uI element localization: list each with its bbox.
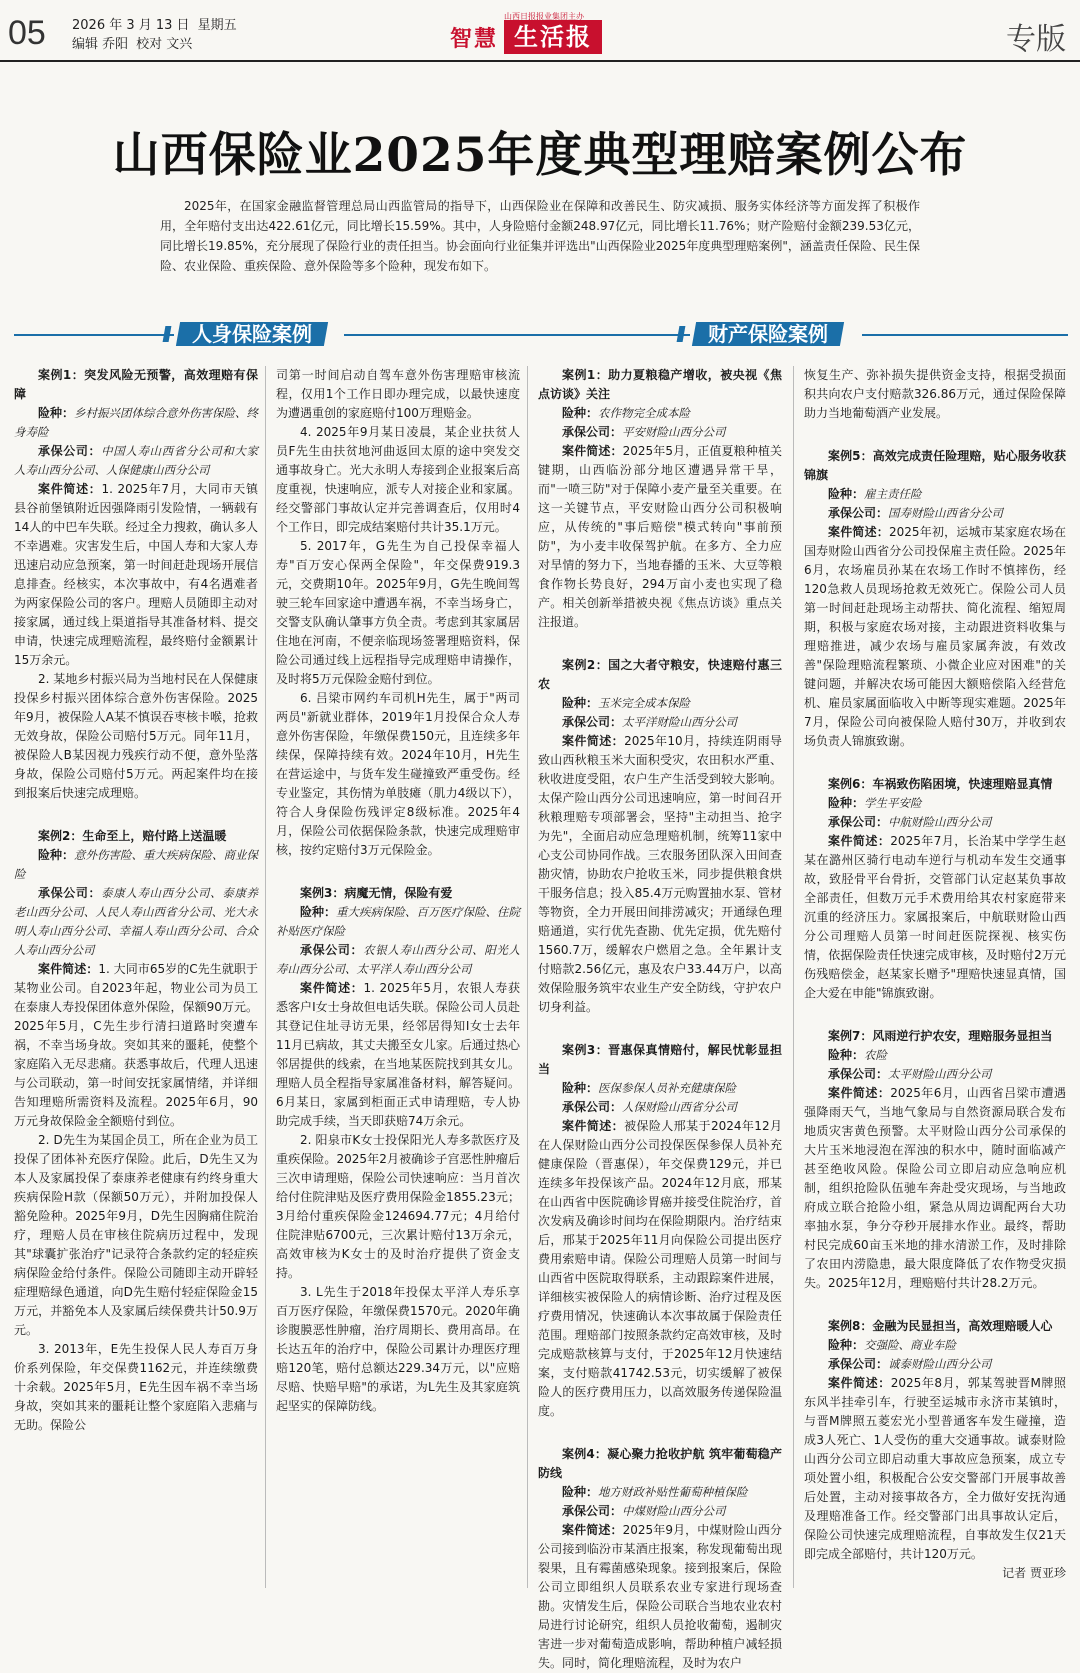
case-field	[804, 1355, 1066, 1374]
field-value: 2025年9月，中煤财险山西分公司接到临汾市某酒庄报案，称发现葡萄出现裂果，且有霉菌感染现象。接到报案后，保险公司立即组织人员联系农业专家进行现场查勘。灾情发生后，保险公司联合当地农业农村局进行讨论研究，组织人员抢收葡萄，遏制灾害进一步对葡萄造成影响，帮助种植户减轻损失。同时，简化理赔流程，及时为农户	[538, 1523, 782, 1670]
field-value: 国寿财险山西省分公司	[888, 506, 1004, 520]
field-value: 乡村振兴团体综合意外伤害保险、终身寿险	[14, 406, 259, 439]
case-summary	[804, 523, 1066, 751]
field-value: 2025年5月，正值夏粮种植关键期，山西临汾部分地区遭遇异常干旱，而"一喷三防"对于保障小麦产量至关重要。在这一关键节点，平安财险山西分公司积极响应，从传统的"事后赔偿"模式转向"事前预防"，为小麦丰收保驾护航。在多方、全力应对旱情的努力下，当地春播的玉米、大豆等粮食作物长势良好，294万亩小麦也实现了稳产。相关创新举措被央视《焦点访谈》重点关注报道。	[538, 444, 782, 629]
page-header	[0, 0, 1080, 62]
logo-name: 生活报	[504, 20, 602, 54]
section-header-life	[14, 322, 524, 346]
section-title: 人身保险案例	[176, 322, 328, 346]
case-field	[804, 504, 1066, 523]
field-label: 案件简述：	[300, 981, 364, 995]
issue-weekday: 星期五	[197, 18, 237, 33]
field-label: 险种：	[38, 848, 75, 862]
body-paragraph: 3. 2013年，E先生投保人民人寿百万身价系列保险，年交保费1162元，并连续缴费十余载。2025年5月，E先生因车祸不幸当场身故，突如其来的噩耗让整个家庭陷入悲痛与无助。保险公	[14, 1342, 258, 1432]
case-title: 案例2：生命至上，赔付路上送温暖	[38, 829, 227, 843]
case-field	[538, 404, 782, 423]
case-field	[538, 1098, 782, 1117]
case-field	[538, 1502, 782, 1521]
case-summary	[804, 1374, 1066, 1564]
paragraph-gap	[538, 1421, 782, 1435]
section-header-property	[518, 322, 1068, 346]
case-field	[538, 713, 782, 732]
section-rule	[862, 334, 1068, 336]
field-value: 2025年初，运城市某家庭农场在国寿财险山西省分公司投保雇主责任险。2025年6月，农场雇员孙某在农场工作时不慎摔伤，经120急救人员现场抢救无效死亡。保险公司人员第一时间赶赴现场主动帮扶、简化流程、缩短周期，积极与家庭农场对接，主动跟进资料收集与理赔推进，减少农场与雇员家属奔波，有效改善"保险理赔流程繁琐、小微企业应对困难"的关键问题，并解决农场可能因大额赔偿陷入经营危机、雇员家属面临收入中断等现实难题。2025年7月，保险公司向被保险人赔付30万，并收到农场负责人锦旗致谢。	[804, 525, 1066, 748]
field-value: 玉米完全成本保险	[598, 696, 691, 710]
body-paragraph: 6. 吕梁市网约车司机H先生，属于"两司两员"新就业群体，2019年1月投保合众人寿意外伤害保险，年缴保费150元，且连续多年续保，保障持续有效。2024年10月，H先生在营运途中，与货车发生碰撞致严重受伤。经专业鉴定，其伤情为单肢瘫（肌力4级以下），符合人身保险伤残评定8级标准。2025年4月，保险公司依据保险条款，快速完成理赔审核，按约定赔付3万元保险金。	[276, 691, 520, 857]
case-summary	[538, 442, 782, 632]
case-field	[804, 813, 1066, 832]
article-column-3	[538, 366, 782, 1670]
case-field	[538, 423, 782, 442]
body-paragraph: 恢复生产、弥补损失提供资金支持，根据受损面积共向农户支付赔款326.86万元，通过保险保障助力当地葡萄酒产业发展。	[804, 368, 1066, 420]
column-divider	[265, 366, 266, 1588]
field-label: 险种：	[562, 696, 599, 710]
article-column-2	[276, 366, 520, 1588]
field-label: 险种：	[562, 1485, 599, 1499]
case-summary	[276, 979, 520, 1131]
field-value: 意外伤害险、重大疾病保险、商业保险	[14, 848, 259, 881]
case-field	[538, 1079, 782, 1098]
field-label: 承保公司：	[562, 1100, 623, 1114]
article-column-4	[804, 366, 1066, 1588]
case-title: 案例6：车祸致伤陷困境，快速理赔显真情	[828, 777, 1053, 791]
case-field	[14, 442, 258, 480]
body-paragraph: 4. 2025年9月某日凌晨，某企业扶贫人员F先生由扶贫地河曲返回太原的途中突发交通事故身亡。光大永明人寿接到企业报案后高度重视，快速响应，派专人对接企业和家属。经交警部门事故认定并完善调查后，仅用时4个工作日，即完成结案赔付共计35.1万元。	[276, 425, 520, 534]
paragraph-gap	[14, 803, 258, 817]
case-field	[538, 1483, 782, 1502]
paragraph-gap	[804, 1293, 1066, 1307]
field-label: 案件简述：	[562, 1523, 623, 1537]
section-rule	[344, 334, 524, 336]
case-summary	[14, 480, 258, 670]
case-title: 案例1：助力夏粮稳产增收，被央视《焦点访谈》关注	[538, 368, 782, 401]
field-value: 1. 2025年7月，大同市天镇县谷前堡镇附近因强降雨引发险情，一辆载有14人的中巴车失联。经过全力搜救，确认多人不幸遇难。灾害发生后，中国人寿和大家人寿迅速启动应急预案，第一时间赶赴现场开展信息排查。经核实，本次事故中，有4名遇难者为两家保险公司的客户。理赔人员随即主动对接家属，通过线上渠道指导其准备材料、提交申请，快速完成理赔流程，最终赔付金额累计15万余元。	[14, 482, 258, 667]
case-field	[804, 794, 1066, 813]
section-title: 财产保险案例	[692, 322, 844, 346]
field-label: 承保公司：	[828, 1067, 889, 1081]
field-value: 雇主责任险	[864, 487, 922, 501]
issue-date: 2026 年 3 月 13 日	[72, 18, 190, 33]
field-label: 险种：	[828, 487, 865, 501]
case-title: 案例3：病魔无情，保险有爱	[300, 886, 453, 900]
page-number: 05	[8, 14, 46, 52]
paragraph-gap	[538, 632, 782, 646]
intro-paragraph: 2025年，在国家金融监督管理总局山西监管局的指导下，山西保险业在保障和改善民生、防灾减损、服务实体经济等方面发挥了积极作用，全年赔付支出达422.61亿元，同比增长15.59%。其中，人身险赔付金额248.97亿元，同比增长11.76%；财产险赔付金额239.53亿元，同比增长19.85%，充分展现了保险行业的责任担当。协会面向行业征集并评选出"山西保险业2025年度典型理赔案例"，涵盖责任保险、民生保险、农业保险、重疾保险、意外保险等多个险种，现发布如下。	[160, 199, 920, 273]
field-value: 1. 2025年5月，农银人寿获悉客户I女士身故但电话失联。保险公司人员赴其登记住址寻访无果，经邻居得知I女士去年11月已病故，其丈夫搬至女儿家。后通过热心邻居提供的线索，在当地某医院找到其女儿。理赔人员全程指导家属准备材料，解答疑问。6月某日，家属到柜面正式申请理赔，专人协助完成手续，当天即获赔74万余元。	[276, 981, 520, 1128]
field-value: 地方财政补贴性葡萄种植保险	[598, 1485, 748, 1499]
field-value: 学生平安险	[864, 796, 922, 810]
issue-meta	[72, 16, 237, 54]
field-label: 险种：	[562, 1081, 599, 1095]
case-summary	[804, 832, 1066, 1003]
field-label: 险种：	[828, 1048, 865, 1062]
newspaper-logo	[450, 12, 602, 54]
case-field	[804, 1336, 1066, 1355]
paragraph-gap	[804, 423, 1066, 437]
field-value: 重大疾病保险、百万医疗保险、住院补贴医疗保险	[276, 905, 521, 938]
field-value: 2025年8月，郭某驾驶晋M牌照东风半挂牵引车，行驶至运城市永济市某镇时，与晋M牌照五菱宏光小型普通客车发生碰撞，造成3人死亡、1人受伤的重大交通事故。诚泰财险山西分公司立即启动重大事故应急预案，成立专项处置小组，积极配合公安交警部门开展事故善后处置，主动对接事故各方，全力做好安抚沟通及理赔准备工作。经交警部门出具事故认定后，保险公司快速完成理赔流程，自事故发生仅21天即完成全部赔付，共计120万元。	[804, 1376, 1066, 1561]
body-paragraph: 司第一时间启动自驾车意外伤害理赔审核流程，仅用1个工作日即办理完成，以最快速度为遭遇重创的家庭赔付100万理赔金。	[276, 368, 520, 420]
body-paragraph: 2. 某地乡村振兴局为当地村民在人保健康投保乡村振兴团体综合意外伤害保险。2025年9月，被保险人A某不慎误吞枣核卡喉，抢救无效身故，保险公司赔付5万元。同年11月，被保险人B某因视力残疾行动不便，意外坠落身故，保险公司赔付5万元。两起案件均在接到报案后快速完成理赔。	[14, 672, 258, 800]
field-value: 中航财险山西分公司	[888, 815, 992, 829]
field-label: 承保公司：	[562, 425, 623, 439]
main-headline: 山西保险业2025年度典型理赔案例公布	[112, 128, 968, 183]
case-title: 案例3：晋惠保真情赔付，解民忧彰显担当	[538, 1043, 782, 1076]
field-label: 案件简述：	[38, 482, 102, 496]
case-field	[14, 884, 258, 960]
body-paragraph: 3. L先生于2018年投保太平洋人寿乐享百万医疗保险，年缴保费1570元。2020年确诊腹膜恶性肿瘤，治疗周期长、费用高昂。在长达五年的治疗中，保险公司累计办理医疗理赔120笔，赔付总额达229.34万元，以"应赔尽赔、快赔早赔"的承诺，为L先生及其家庭筑起坚实的保障防线。	[276, 1285, 520, 1413]
case-title: 案例7：风雨逆行护农安，理赔服务显担当	[828, 1029, 1053, 1043]
byline: 记者 贾亚珍	[1002, 1566, 1066, 1580]
case-summary	[538, 1521, 782, 1673]
case-field	[538, 694, 782, 713]
body-paragraph: 2. D先生为某国企员工，所在企业为员工投保了团体补充医疗保险。此后，D先生又为本人及家属投保了泰康养老健康有约终身重大疾病保险H款（保额50万元），并附加投保人豁免险种。2025年9月，D先生因胸痛住院治疗，理赔人员在审核住院病历过程中，发现其"球囊扩张治疗"记录符合条款约定的轻症疾病保险金给付条件。保险公司随即主动开辟轻症理赔绿色通道，向D先生赔付轻症保险金15万元，并豁免本人及家属后续保费共计50.9万元。	[14, 1133, 258, 1337]
field-value: 2025年10月，持续连阴雨导致山西秋粮玉米大面积受灾，农田积水严重、秋收进度受阻，农户生产生活受到较大影响。太保产险山西分公司迅速响应，第一时间召开秋粮理赔专项部署会，坚持"主动担当、抢字为先"，全面启动应急理赔机制，统筹11家中心支公司协同作战。三农服务团队深入田间查勘灾情，协助农户抢收玉米，同步提供粮食烘干服务信息；投入85.4万元购置抽水泵、管材等物资，全力开展田间排涝减灾；开通绿色理赔通道，实行优先查勘、优先定损，优先赔付1560.7万，缓解农户燃眉之急。全年累计支付赔款2.56亿元，惠及农户33.44万户，以高效保险服务筑牢农业生产安全防线，守护农户切身利益。	[538, 734, 782, 1014]
field-value: 交强险、商业车险	[864, 1338, 957, 1352]
case-title: 案例2：国之大者守粮安，快速赔付惠三农	[538, 658, 782, 691]
field-label: 案件简述：	[562, 1119, 625, 1133]
field-value: 太平洋财险山西分公司	[622, 715, 738, 729]
field-value: 被保险人邢某于2024年12月在人保财险山西分公司投保医保参保人员补充健康保险（晋惠保），年交保费129元，并已连续多年投保该产品。2024年12月底，邢某在山西省中医院确诊胃癌并接受住院治疗，首次发病及确诊时间均在保险期限内。治疗结束后，邢某于2025年11月向保险公司提出医疗费用索赔申请。保险公司理赔人员第一时间与山西省中医院取得联系，主动跟踪案件进展，详细核实被保险人的病情诊断、治疗过程及医疗费用情况，快速确认本次事故属于保险责任范围。理赔部门按照条款约定高效审核，及时完成赔款核算与支付，于2025年12月快速结案，支付赔款41742.53元，切实缓解了被保险人的医疗费用压力，以高效服务传递保险温度。	[538, 1119, 782, 1418]
field-label: 险种：	[828, 1338, 865, 1352]
field-value: 太平财险山西分公司	[888, 1067, 992, 1081]
field-value: 2025年7月，长治某中学学生赵某在潞州区骑行电动车逆行与机动车发生交通事故，致胫骨平台骨折，交管部门认定赵某负事故全部责任，但数万元手术费用给其农村家庭带来沉重的经济压力。家属报案后，中航联财险山西分公司理赔人员第一时间赶医院探视、核实伤情，依据保险责任快速完成审核，及时赔付2万元伤残赔偿金，赵某家长赠予"理赔快速显真情，国企大爱在申能"锦旗致谢。	[804, 834, 1066, 1000]
field-label: 承保公司：	[38, 886, 102, 900]
edition-label: 专版	[1006, 22, 1066, 57]
field-value: 中国人寿山西省分公司和大家人寿山西分公司、人保健康山西分公司	[14, 444, 258, 477]
field-label: 险种：	[828, 796, 865, 810]
logo-tagline: 山西日报报业集团主办	[504, 12, 584, 21]
field-value: 泰康人寿山西分公司、泰康养老山西分公司、人民人寿山西省分公司、光大永明人寿山西分公司、幸福人寿山西分公司、合众人寿山西分公司	[14, 886, 258, 957]
field-label: 案件简述：	[38, 962, 99, 976]
field-label: 承保公司：	[38, 444, 102, 458]
paragraph-gap	[538, 1017, 782, 1031]
field-label: 案件简述：	[828, 834, 891, 848]
field-value: 农险	[864, 1048, 888, 1062]
field-label: 承保公司：	[828, 815, 889, 829]
field-value: 人保财险山西省分公司	[622, 1100, 738, 1114]
case-summary	[804, 1084, 1066, 1293]
field-label: 承保公司：	[562, 715, 623, 729]
editor: 编辑 乔阳	[72, 37, 129, 52]
field-label: 案件简述：	[562, 734, 625, 748]
column-divider	[527, 366, 528, 1588]
paragraph-gap	[276, 860, 520, 874]
field-label: 承保公司：	[828, 1357, 889, 1371]
case-summary	[14, 960, 258, 1131]
body-paragraph: 2. 阳泉市K女士投保阳光人寿多款医疗及重疾保险。2025年2月被确诊子宫恶性肿瘤后三次申请理赔，保险公司快速响应：当月首次给付住院津贴及医疗费用保险金1855.23元；3月给付重疾保险金124694.77元；4月给付住院津贴6700元，三次累计赔付13万余元，高效审核为K女士的及时治疗提供了资金支持。	[276, 1133, 520, 1280]
case-field	[804, 485, 1066, 504]
field-label: 案件简述：	[828, 1376, 891, 1390]
case-field	[276, 941, 520, 979]
article-column-1	[14, 366, 258, 1588]
field-label: 案件简述：	[828, 525, 890, 539]
section-rule	[518, 334, 690, 336]
field-value: 中煤财险山西分公司	[622, 1504, 726, 1518]
field-value: 诚泰财险山西分公司	[888, 1357, 992, 1371]
case-title: 案例4：凝心聚力抢收护航 筑牢葡萄稳产防线	[538, 1447, 782, 1480]
column-divider	[793, 366, 794, 1588]
case-field	[804, 1046, 1066, 1065]
case-summary	[538, 732, 782, 1017]
field-value: 农作物完全成本险	[598, 406, 691, 420]
case-title: 案例8：金融为民显担当，高效理赔暖人心	[828, 1319, 1053, 1333]
field-label: 案件简述：	[828, 1086, 891, 1100]
section-rule	[14, 334, 174, 336]
field-value: 1. 大同市65岁的C先生就职于某物业公司。自2023年起，物业公司为员工在泰康人寿投保团体意外保险，保额90万元。2025年5月，C先生步行清扫道路时突遭车祸，不幸当场身故。突如其来的噩耗，使整个家庭陷入无尽悲痛。获悉事故后，代理人迅速与公司联动，第一时间安抚家属情绪，并详细告知理赔所需资料及流程。2025年6月，90万元身故保险金全额赔付到位。	[14, 962, 258, 1128]
field-label: 险种：	[562, 406, 599, 420]
case-field	[276, 903, 520, 941]
case-title: 案例5：高效完成责任险理赔，贴心服务收获锦旗	[804, 449, 1066, 482]
field-label: 承保公司：	[562, 1504, 623, 1518]
field-label: 险种：	[300, 905, 337, 919]
field-value: 农银人寿山西分公司、阳光人寿山西分公司、太平洋人寿山西分公司	[276, 943, 520, 976]
field-value: 2025年6月，山西省吕梁市遭遇强降雨天气，当地气象局与自然资源局联合发布地质灾害黄色预警。太平财险山西分公司承保的大片玉米地浸泡在浑浊的积水中，随时面临减产甚至绝收风险。保险公司立即启动应急响应机制，组织抢险队伍驰车奔赴受灾现场，与当地政府成立联合抢险小组，紧急从周边调配两台大功率抽水泵，争分夺秒开展排水作业。最终，帮助村民完成60亩玉米地的排水清淤工作，及时排除了农田内涝隐患，最大限度降低了农作物受灾损失。2025年12月，理赔赔付共计28.2万元。	[804, 1086, 1066, 1290]
case-field	[14, 846, 258, 884]
field-label: 险种：	[38, 406, 75, 420]
paragraph-gap	[804, 751, 1066, 765]
case-field	[804, 1065, 1066, 1084]
field-label: 案件简述：	[562, 444, 623, 458]
body-paragraph: 5. 2017年，G先生为自己投保幸福人寿"百万安心保两全保险"，年交保费919.3元，交费期10年。2025年9月，G先生晚间驾驶三轮车回家途中遭遇车祸，不幸当场身亡，交警支队确认肇事方负全责。考虑到其家属居住地在河南，不便亲临现场签署理赔资料，保险公司通过线上远程指导完成理赔申请操作，及时将5万元保险金赔付到位。	[276, 539, 520, 686]
logo-prefix: 智慧	[450, 26, 499, 52]
field-label: 承保公司：	[828, 506, 889, 520]
case-summary	[538, 1117, 782, 1421]
field-value: 平安财险山西分公司	[622, 425, 726, 439]
proofreader: 校对 文兴	[136, 37, 193, 52]
field-label: 承保公司：	[300, 943, 364, 957]
case-title: 案例1：突发风险无预警，高效理赔有保障	[14, 368, 258, 401]
paragraph-gap	[804, 1003, 1066, 1017]
case-field	[14, 404, 258, 442]
field-value: 医保参保人员补充健康保险	[598, 1081, 737, 1095]
